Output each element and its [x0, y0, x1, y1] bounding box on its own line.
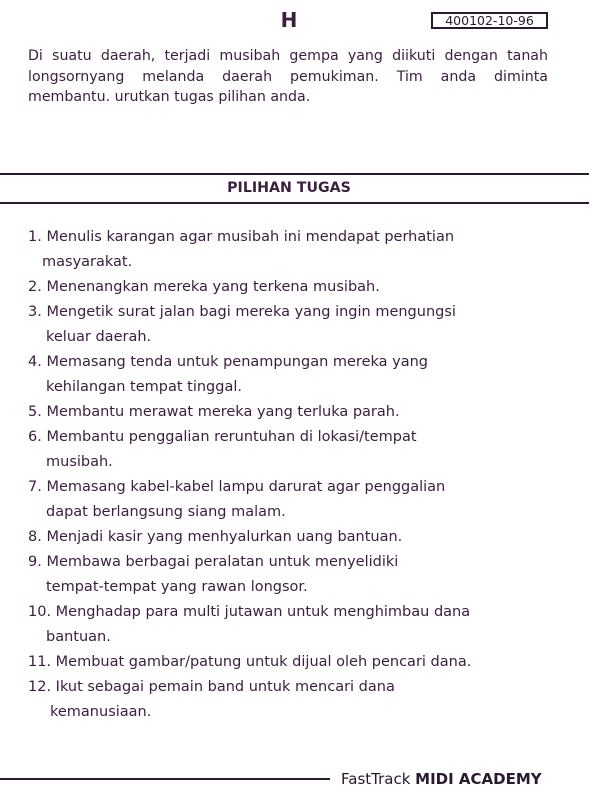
- task-item: [28, 550, 568, 600]
- footer-divider: [0, 778, 330, 780]
- task-text: 8. Menjadi kasir yang menhyalurkan uang bantuan.: [28, 529, 403, 545]
- task-item: [28, 350, 568, 400]
- task-text-continued: kemanusiaan.: [50, 704, 152, 720]
- task-item: [28, 475, 568, 525]
- task-text: 2. Menenangkan mereka yang terkena musibah.: [28, 279, 380, 295]
- footer-brand: [341, 770, 542, 788]
- scenario-description: [28, 46, 548, 108]
- task-text: 12. Ikut sebagai pemain band untuk mencari dana: [28, 679, 395, 695]
- section-title: PILIHAN TUGAS: [227, 180, 351, 196]
- intro-line: tanah longsornyang melanda daerah pemukiman. Tim anda: [28, 48, 548, 85]
- task-item: [28, 400, 568, 425]
- task-text: 3. Mengetik surat jalan bagi mereka yang ingin mengungsi: [28, 304, 456, 320]
- task-item: [28, 225, 568, 275]
- task-item: [28, 600, 568, 650]
- form-letter: H: [280, 8, 298, 32]
- task-text-continued: keluar daerah.: [46, 329, 152, 345]
- task-text-continued: dapat berlangsung siang malam.: [46, 504, 286, 520]
- task-item: [28, 675, 568, 725]
- intro-line: Di suatu daerah, terjadi musibah gempa yang diikuti dengan: [28, 48, 498, 64]
- task-item: [28, 525, 568, 550]
- task-item: [28, 650, 568, 675]
- task-text: 11. Membuat gambar/patung untuk dijual oleh pencari dana.: [28, 654, 472, 670]
- task-text: 1. Menulis karangan agar musibah ini mendapat perhatian: [28, 229, 455, 245]
- task-item: [28, 275, 568, 300]
- task-item: [28, 425, 568, 475]
- brand-name-bold: MIDI ACADEMY: [415, 770, 542, 788]
- task-text: 4. Memasang tenda untuk penampungan mereka yang: [28, 354, 428, 370]
- task-list: [28, 225, 568, 725]
- task-text-continued: musibah.: [46, 454, 113, 470]
- task-text: 6. Membantu penggalian reruntuhan di lokasi/tempat: [28, 429, 417, 445]
- task-item: [28, 300, 568, 350]
- task-text: 10. Menghadap para multi jutawan untuk menghimbau dana: [28, 604, 471, 620]
- task-text: 5. Membantu merawat mereka yang terluka parah.: [28, 404, 400, 420]
- task-text-continued: kehilangan tempat tinggal.: [46, 379, 242, 395]
- document-code: 400102-10-96: [431, 12, 548, 29]
- intro-line: diminta membantu. urutkan tugas pilihan anda.: [28, 68, 549, 105]
- task-text: 9. Membawa berbagai peralatan untuk menyelidiki: [28, 554, 399, 570]
- brand-name-regular: FastTrack: [341, 770, 416, 788]
- section-header-bar: [0, 173, 589, 204]
- task-text-continued: tempat-tempat yang rawan longsor.: [46, 579, 308, 595]
- task-text-continued: masyarakat.: [42, 254, 133, 270]
- task-text: 7. Memasang kabel-kabel lampu darurat agar penggalian: [28, 479, 446, 495]
- task-text-continued: bantuan.: [46, 629, 111, 645]
